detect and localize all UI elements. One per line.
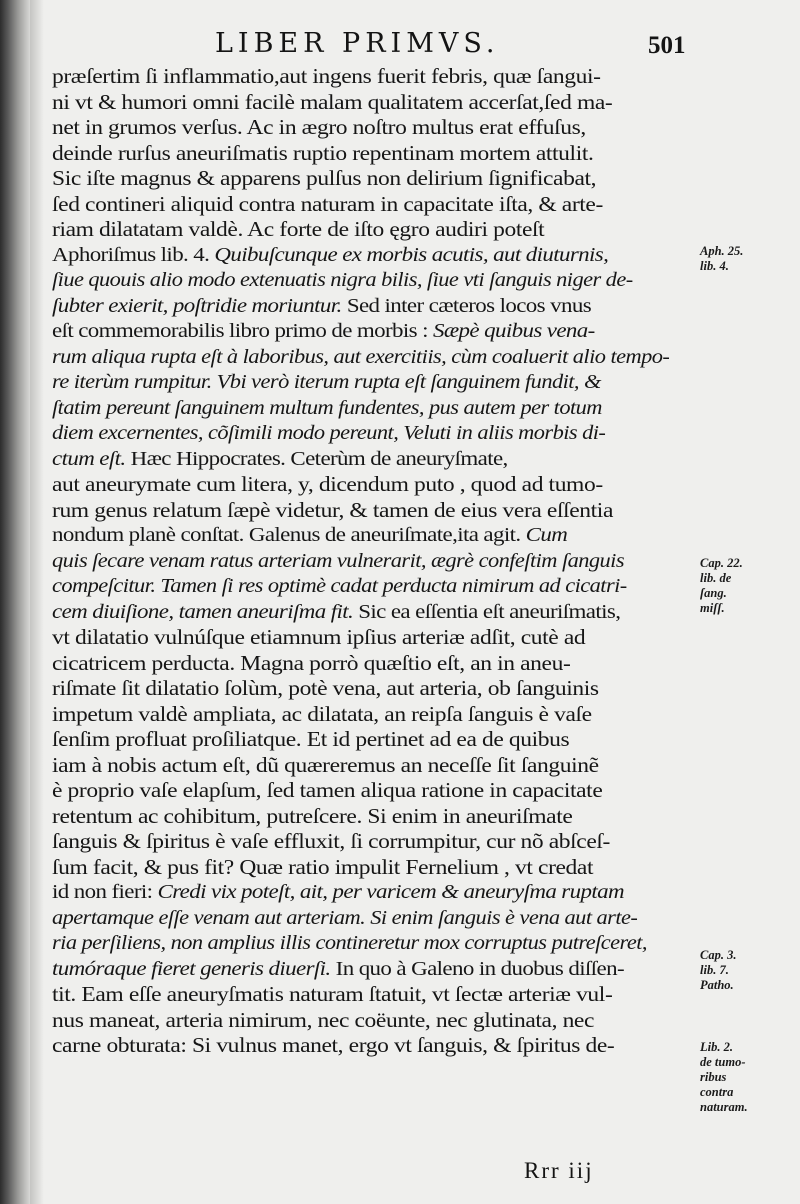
line-text: deinde rurſus aneuriſmatis ruptio repentinam mortem attulit. <box>52 140 594 165</box>
line-text-roman: Sic ea eſſentia eſt aneuriſmatis, <box>353 600 621 623</box>
text-line <box>52 294 694 320</box>
text-line <box>52 906 694 932</box>
line-text: nus maneat, arteria nimirum, nec coëunte, nec glutinata, nec <box>52 1007 595 1032</box>
line-inner <box>52 370 601 396</box>
margin-note-line: Lib. 2. <box>700 1040 733 1054</box>
margin-notes <box>700 0 795 1204</box>
line-text: è proprio vaſe elapſum, ſed tamen aliqua ratione in capacitate <box>52 778 603 802</box>
text-line <box>52 957 694 983</box>
line-text: carne obturata: Si vulnus manet, ergo vt ſanguis, & ſpiritus de- <box>52 1033 615 1057</box>
margin-note-line: Cap. 22. <box>700 556 743 570</box>
text-line <box>52 651 694 677</box>
line-inner <box>52 676 599 702</box>
text-line <box>52 421 694 447</box>
margin-note-line: contra <box>700 1085 734 1099</box>
line-inner <box>52 651 570 677</box>
text-line <box>52 1008 694 1034</box>
line-text: impetum valdè ampliata, ac dilatata, an reipſa ſanguis è vaſe <box>52 701 592 726</box>
text-line <box>52 855 694 881</box>
text-line <box>52 115 694 141</box>
line-text-italic: ctum eſt. <box>52 447 126 470</box>
line-text: ria perſiliens, non amplius illis contineretur mox corruptus putreſceret, <box>52 932 647 954</box>
line-inner <box>52 727 569 753</box>
line-text: rum aliqua rupta eſt à laboribus, aut exercitiis, cùm coaluerit alio tempo- <box>52 345 670 368</box>
text-line <box>52 702 694 728</box>
text-line <box>52 90 694 116</box>
line-text-italic: ſubter exierit, poſtridie moriuntur. <box>52 294 342 317</box>
signature-mark: Rrr iij <box>524 1158 594 1183</box>
line-inner <box>52 421 605 447</box>
line-text: cicatricem perducta. Magna porrò quæſtio eſt, an in aneu- <box>52 650 571 675</box>
line-text-italic: Quibuſcunque ex morbis acutis, aut diuturnis, <box>209 243 609 266</box>
line-text: aut aneurymate cum litera, y, dicendum puto , quod ad tumo- <box>52 472 603 496</box>
line-inner <box>52 1033 614 1059</box>
line-inner <box>52 64 601 90</box>
line-inner <box>52 498 613 524</box>
margin-note-line: naturam. <box>700 1100 748 1114</box>
text-line <box>52 319 694 345</box>
line-text: compeſcitur. Tamen ſi res optimè cadat perducta nimirum ad cicatri- <box>52 575 627 597</box>
text-line <box>52 549 694 575</box>
line-inner <box>52 472 603 498</box>
line-text: rum genus relatum ſæpè videtur, & tamen de eius vera eſſentia <box>52 497 614 522</box>
text-line <box>52 370 694 396</box>
line-text-roman: eſt commemorabilis libro primo de morbis : <box>52 320 428 342</box>
line-inner <box>52 702 592 728</box>
line-inner <box>52 574 627 600</box>
line-text: præſertim ſi inflammatio,aut ingens fuerit febris, quæ ſangui- <box>52 64 601 88</box>
text-line <box>52 268 694 294</box>
text-line <box>52 243 694 269</box>
line-inner <box>52 396 602 422</box>
text-line <box>52 676 694 702</box>
margin-note-line: ſang. <box>700 586 727 600</box>
line-inner <box>52 880 624 906</box>
text-line <box>52 804 694 830</box>
running-head: LIBER PRIMVS. <box>215 28 500 59</box>
line-text: riam dilatatam valdè. Ac forte de iſto ęgro audiri poteſt <box>52 217 545 241</box>
text-line <box>52 141 694 167</box>
text-line <box>52 498 694 524</box>
text-line <box>52 829 694 855</box>
text-line <box>52 1033 694 1059</box>
line-text-italic: Sæpè quibus vena- <box>427 320 595 342</box>
text-line <box>52 625 694 651</box>
line-text: ſenſim profluat proſiliatque. Et id pertinet ad ea de quibus <box>52 727 570 751</box>
line-text: ſed contineri aliquid contra naturam in capacitate iſta, & arte- <box>52 191 603 216</box>
line-text: tit. Eam eſſe aneuryſmatis naturam ſtatuit, vt ſectæ arteriæ vul- <box>52 982 613 1006</box>
margin-note-lib-2 <box>700 1040 748 1115</box>
margin-note-line: de tumo- <box>700 1055 746 1069</box>
line-text-roman: Aphoriſmus lib. 4. <box>52 243 210 266</box>
line-inner <box>52 931 647 957</box>
line-inner <box>52 294 591 320</box>
line-inner <box>52 906 637 932</box>
line-inner <box>52 115 586 141</box>
line-inner <box>52 141 593 167</box>
margin-note-line: lib. de <box>700 571 732 585</box>
line-inner <box>52 268 633 294</box>
margin-note-line: ribus <box>700 1070 727 1084</box>
margin-note-line: Patho. <box>700 978 734 992</box>
text-line <box>52 217 694 243</box>
line-inner <box>52 90 612 116</box>
margin-note-cap-3 <box>700 948 736 993</box>
text-line <box>52 880 694 906</box>
text-line <box>52 396 694 422</box>
line-text: diem excernentes, cõſimili modo pereunt, Veluti in aliis morbis di- <box>52 422 606 444</box>
text-line <box>52 64 694 90</box>
margin-note-line: Cap. 3. <box>700 948 737 962</box>
line-text: ſiue quouis alio modo extenuatis nigra bilis, ſiue vti ſanguis niger de- <box>52 269 633 291</box>
text-line <box>52 447 694 473</box>
text-line <box>52 166 694 192</box>
margin-note-line: miſſ. <box>700 601 725 615</box>
line-inner <box>52 523 567 549</box>
line-inner <box>52 1008 594 1034</box>
line-inner <box>52 855 593 881</box>
line-text: net in grumos verſus. Ac in ægro noſtro multus erat effuſus, <box>52 115 586 139</box>
line-text-roman: id non fieri: <box>52 881 153 903</box>
page-number: 501 <box>648 32 686 59</box>
line-inner <box>52 804 572 830</box>
line-text: retentum ac cohibitum, putreſcere. Si enim in aneuriſmate <box>52 803 573 828</box>
line-text: riſmate ſit dilatatio ſolùm, potè vena, aut arteria, ob ſanguinis <box>52 676 599 700</box>
line-inner <box>52 625 585 651</box>
text-line <box>52 727 694 753</box>
line-text-roman: Sed inter cæteros locos vnus <box>341 294 592 317</box>
text-line <box>52 931 694 957</box>
text-line <box>52 345 694 371</box>
book-gutter <box>0 0 30 1204</box>
line-text: iam à nobis actum eſt, dũ quæreremus an neceſſe ſit ſanguinẽ <box>52 752 599 777</box>
line-text: vt dilatatio vulnúſque etiamnum ipſius arteriæ adſit, cutè ad <box>52 625 586 649</box>
line-text-roman: Hæc Hippocrates. Ceterùm de aneuryſmate, <box>125 447 508 470</box>
line-text-roman: In quo à Galeno in duobus diſſen- <box>330 957 624 980</box>
line-text: ſanguis & ſpiritus è vaſe effluxit, ſi corrumpitur, cur nõ abſceſ- <box>52 829 610 853</box>
text-line <box>52 523 694 549</box>
line-text: apertamque eſſe venam aut arteriam. Si enim ſanguis è vena aut arte- <box>52 906 638 929</box>
line-inner <box>52 447 508 473</box>
line-text-italic: cem diuiſione, tamen aneuriſma fit. <box>52 600 354 623</box>
margin-note-cap-22 <box>700 556 743 616</box>
line-text: re iterùm rumpitur. Vbi verò iterum rupta eſt ſanguinem fundit, & <box>52 371 601 393</box>
text-line <box>52 600 694 626</box>
main-text-block <box>52 64 694 1059</box>
text-line <box>52 982 694 1008</box>
line-inner <box>52 957 624 983</box>
line-text: Sic iſte magnus & apparens pulſus non delirium ſignificabat, <box>52 166 597 190</box>
line-inner <box>52 166 596 192</box>
line-inner <box>52 753 599 779</box>
line-text: ſtatim pereunt ſanguinem multum fundentes, pus autem per totum <box>52 396 602 419</box>
margin-note-aphorism <box>700 244 743 274</box>
line-text-italic: Cum <box>520 524 568 546</box>
line-inner <box>52 982 612 1008</box>
line-inner <box>52 829 610 855</box>
text-line <box>52 753 694 779</box>
text-line <box>52 192 694 218</box>
line-text: ni vt & humori omni facilè malam qualitatem accerſat,ſed ma- <box>52 89 613 114</box>
line-inner <box>52 319 595 345</box>
margin-note-line: lib. 4. <box>700 259 729 273</box>
line-text-roman: nondum planè conſtat. Galenus de aneuriſmate,ita agit. <box>52 524 521 546</box>
line-inner <box>52 192 603 218</box>
text-line <box>52 574 694 600</box>
line-inner <box>52 217 544 243</box>
margin-note-line: Aph. 25. <box>700 244 744 258</box>
line-text-italic: Credi vix poteſt, ait, per varicem & aneuryſma ruptam <box>152 881 624 903</box>
line-inner <box>52 778 602 804</box>
page-header <box>60 22 760 66</box>
line-text: quis ſecare venam ratus arteriam vulnerarit, ægrè confeſtim ſanguis <box>52 549 624 572</box>
text-line <box>52 778 694 804</box>
line-inner <box>52 243 608 269</box>
gutter-shadow <box>30 0 44 1204</box>
line-inner <box>52 600 620 626</box>
line-inner <box>52 345 669 371</box>
line-text: ſum facit, & pus fit? Quæ ratio impulit Fernelium , vt credat <box>52 854 594 879</box>
line-inner <box>52 549 624 575</box>
line-text-italic: tumóraque fieret generis diuerſi. <box>52 957 331 980</box>
margin-note-line: lib. 7. <box>700 963 729 977</box>
text-line <box>52 472 694 498</box>
